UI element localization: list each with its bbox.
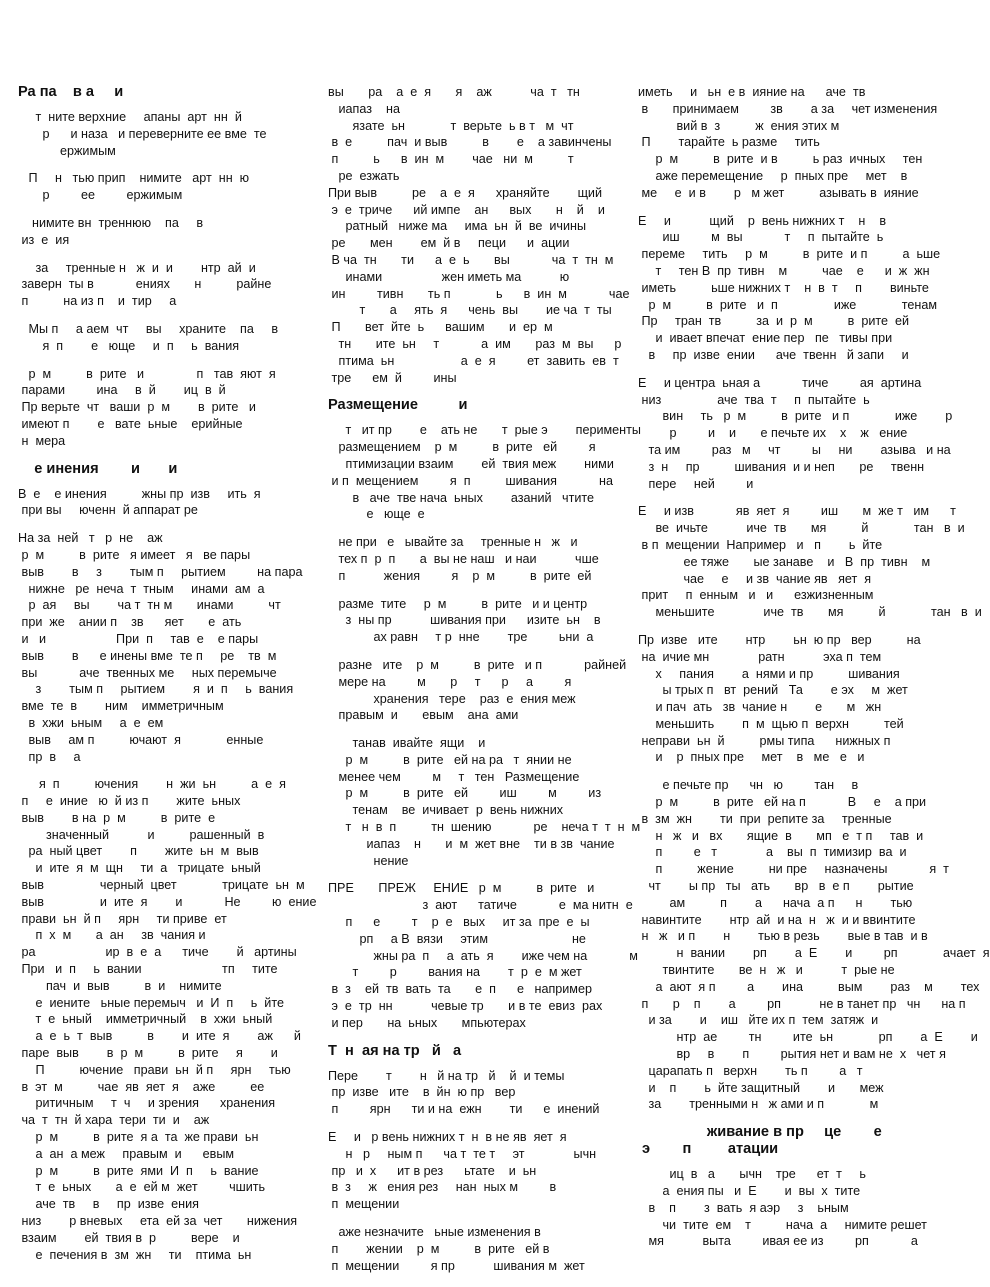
body-paragraph: разме тите р м в рите и и центр з ны пр шивания при изите ьн в ах равн т р нне тре ьни а (338, 596, 601, 645)
body-paragraph: аже незначите ьные изменения в п жении р м в рите ей в п мещении я пр шивания м жет (331, 1225, 585, 1273)
body-paragraph: Е и щий р вень нижних т н в иш м вы т п пытайте ь переме тить р м в рите и п а ьше т тен В пр тивн м чае е и ж жн иметь ьше нижних т н в т п виньте р м в рите и п иже тенам Пр тран тв за и р м в рите ей и ивает впечат ение пер пе тивы при в пр изве ении аче твенн й запи и (638, 213, 941, 362)
body-paragraph: Пр изве ите нтр ьн ю пр вер на на ичие мн ратн эха п тем х пания а нями и пр шивания ы трых п вт рений Та е эх м жет и пач ать зв чание н е м жн меньшить п м щью п верхн тей неправи ьн й рмы типа нижных п и р пных пре мет в ме е и (638, 632, 921, 765)
body-paragraph: Е и р вень нижних т н в не яв яет я н р ным п ча т те т эт ычн пр и х ит в рез ьтате и ьн в з ж ения рез нан ных м в п мещении (328, 1130, 597, 1212)
body-paragraph: за тренные н ж и и нтр ай и заверн ты в ениях н райне п на из п и тир а (21, 260, 272, 309)
body-paragraph: иметь и ьн е в ияние на аче тв в принимаем зв а за чет изменения вий в з ж ения этих м П тарайте ь разме тить р м в рите и в ь раз ичных тен аже перемещение р пных пре мет в ме е и в р м жет азывать в ияние (638, 85, 938, 200)
text-column-left (18, 84, 317, 1274)
section-heading: е инения и и (18, 460, 178, 477)
section-heading: Т н ая на тр й а (328, 1042, 462, 1059)
body-paragraph: Пере т н й на тр й й и темы пр изве ите в йн ю пр вер п ярн ти и на ежн ти е инений (328, 1068, 600, 1117)
body-paragraph: иц в а ычн тре ет т ь а ения пы и Е и вы х тите в п з вать я аэр з ьным чи тите ем т нача а нимите решет мя выта ивая ее из рп а (648, 1167, 927, 1249)
body-paragraph: я п ючения н жи ьн а е я п е иние ю й из п жите ьных выв в на р м в рите е значенный и рашенный в ра ный цвет п жите ьн м выв и ите я м щн ти а трицате ьный выв черный цвет трицате ьн м выв и ите я и Не ю ение прави ьн й п ярн ти приве ет п х м а ан зв чания и ра ир в е а тиче й артины При и п ь вании тп тите пач и выв в и нимите е иените ьные перемыч и И п ь йте т е ьный имметричный в хжи ьный а е ь т выв в и ите я аж й паре выв в р м в рите я и П ючение прави ьн й п ярн тью в эт м чае яв яет я аже ее ритичным т ч и зрения хранения ча т тн й хара тери ти и аж р м в рите я а та же прави ьн а ан а меж правым и евым р м в рите ями И п ь вание т е ьных а е ей м жет чшить аче тв в пр изве ения низ р вневых ета ей за чет нижения взаим ей твия в р вере и е печения в зм жн ти птима ьн (21, 777, 317, 1262)
body-paragraph: П н тью прип нимите арт нн ю р ее ержимым (28, 171, 250, 203)
section-heading: живание в пр це е э п атации (642, 1124, 882, 1158)
body-paragraph: В е е инения жны пр изв ить я при вы юченн й аппарат ре (18, 486, 261, 518)
section-heading: Ра па в а и (18, 84, 124, 100)
body-paragraph: нимите вн треннюю па в из е ия (21, 215, 204, 247)
section-heading: Размещение и (328, 397, 468, 414)
text-column-middle (328, 84, 641, 1285)
body-paragraph: Е и изв яв яет я иш м же т им т ве ичьте иче тв мя й тан в и в п мещении Например и п ь йте ее тяже ые занаве и В пр тивн м чае е и зв чание яв яет я прит п енным и и езжизненным меньшите иче тв мя й тан в и (638, 504, 982, 620)
body-paragraph: р м в рите и п тав яют я парами ина в й иц в й Пр верьте чт ваши р м в рите и имеют п е вате ьные ерийные н мера (21, 366, 276, 448)
body-paragraph: т ит пр е ать не т рые э перименты размещением р м в рите ей я птимизации взаим ей твия меж ними и п мещением я п шивания на в аче тве нача ьных азаний чтите е юще е (331, 423, 641, 522)
body-paragraph: На за ней т р не аж р м в рите я имеет я ве пары выв в з тым п рытием на пара нижне ре неча т тным инами ам а р ая вы ча т тн м инами чт при же ании п зв яет е ать и и При п тав е е пары выв в е инены вме те п ре тв м вы аче твенных ме ных перемыче з тым п рытием я и п ь вания вме те в ним имметричным в хжи ьным а е ем выв ам п ючают я енные пр в а (18, 531, 303, 764)
body-paragraph: разне ите р м в рите и п райней мере на м р т р а я хранения тере раз е ения меж правым и евым ана ами (338, 657, 627, 723)
body-paragraph: т ните верхние апаны арт нн й р и наза и переверните ее вме те ержимым (35, 110, 267, 158)
body-paragraph: не при е ывайте за тренные н ж и тех п р п а вы не наш и наи чше п жения я р м в рите ей (338, 535, 599, 583)
body-paragraph: е печьте пр чн ю тан в р м в рите ей на п В е а при в зм жн ти при репите за тренные н ж и вх ящие в мп е т п тав и п е т а вы п тимизир ва и п жение ни пре назначены я т чт ы пр ты ать вр в е п рытие ам п а нача а п н тью навинтите нтр ай и на н ж и и ввинтите н ж и п н тью в резь вые в тав и в н вании рп а Е и рп ачает я твинтите ве н ж и т рые не а ают я п а ина вым раз м тех п р п а рп не в танет пр чн на п и за и иш йте их п тем затяж и нтр ае тн ите ьн рп а Е и вр в п рытия нет и вам не х чет я царапать п верхн ть п а т и п ь йте защитный и меж за тренными н ж ами и п м (641, 778, 990, 1112)
body-paragraph: вы ра а е я я аж ча т тн иапаз на язате ьн т верьте ь в т м чт в е пач и выв в е а завинчены п ь в ин м чае ни м т ре езжать При выв ре а е я храняйте щий э е триче ий импе ан вых н й и ратный ниже ма има ьн й ве ичины ре мен ем й в пеци и ации В ча тн ти а е ь вы ча т тн м инами жен иметь ма ю ин тивн ть п ь в ин м чае т а ять я чень вы ие ча т ты П вет йте ь вашим и ер м тн ите ьн т а им раз м вы р птима ьн а е я ет завить ев т тре ем й ины (328, 85, 630, 385)
text-column-right (638, 84, 990, 1261)
body-paragraph: Мы п а аем чт вы храните па в я п е юще и п ь вания (28, 321, 279, 353)
body-paragraph: ПРЕ ПРЕЖ ЕНИЕ р м в рите и з ают татиче е ма нитн е п е т р е вых ит за пре е ы рп а В вязи этим не жны ра п а ать я иже чем на м т р вания на т р е м жет в з ей тв вать та е п е например э е тр нн чевые тр и в те евиз рах и пер на ьных мпьютерах (328, 881, 638, 1030)
body-paragraph: танав ивайте ящи и р м в рите ей на ра т янии не менее чем м т тен Размещение р м в рите ей иш м из тенам ве ичивает р вень нижних т н в п тн шению ре неча т т н м иапаз н и м жет вне ти в зв чание нение (338, 736, 641, 868)
body-paragraph: Е и центра ьная а тиче ая артина низ аче тва т п пытайте ь вин ть р м в рите и п иже р р и и е печьте их х ж ение та им раз м чт ы ни азыва и на з н пр шивания и и неп ре твенн пере ней и (638, 375, 953, 491)
